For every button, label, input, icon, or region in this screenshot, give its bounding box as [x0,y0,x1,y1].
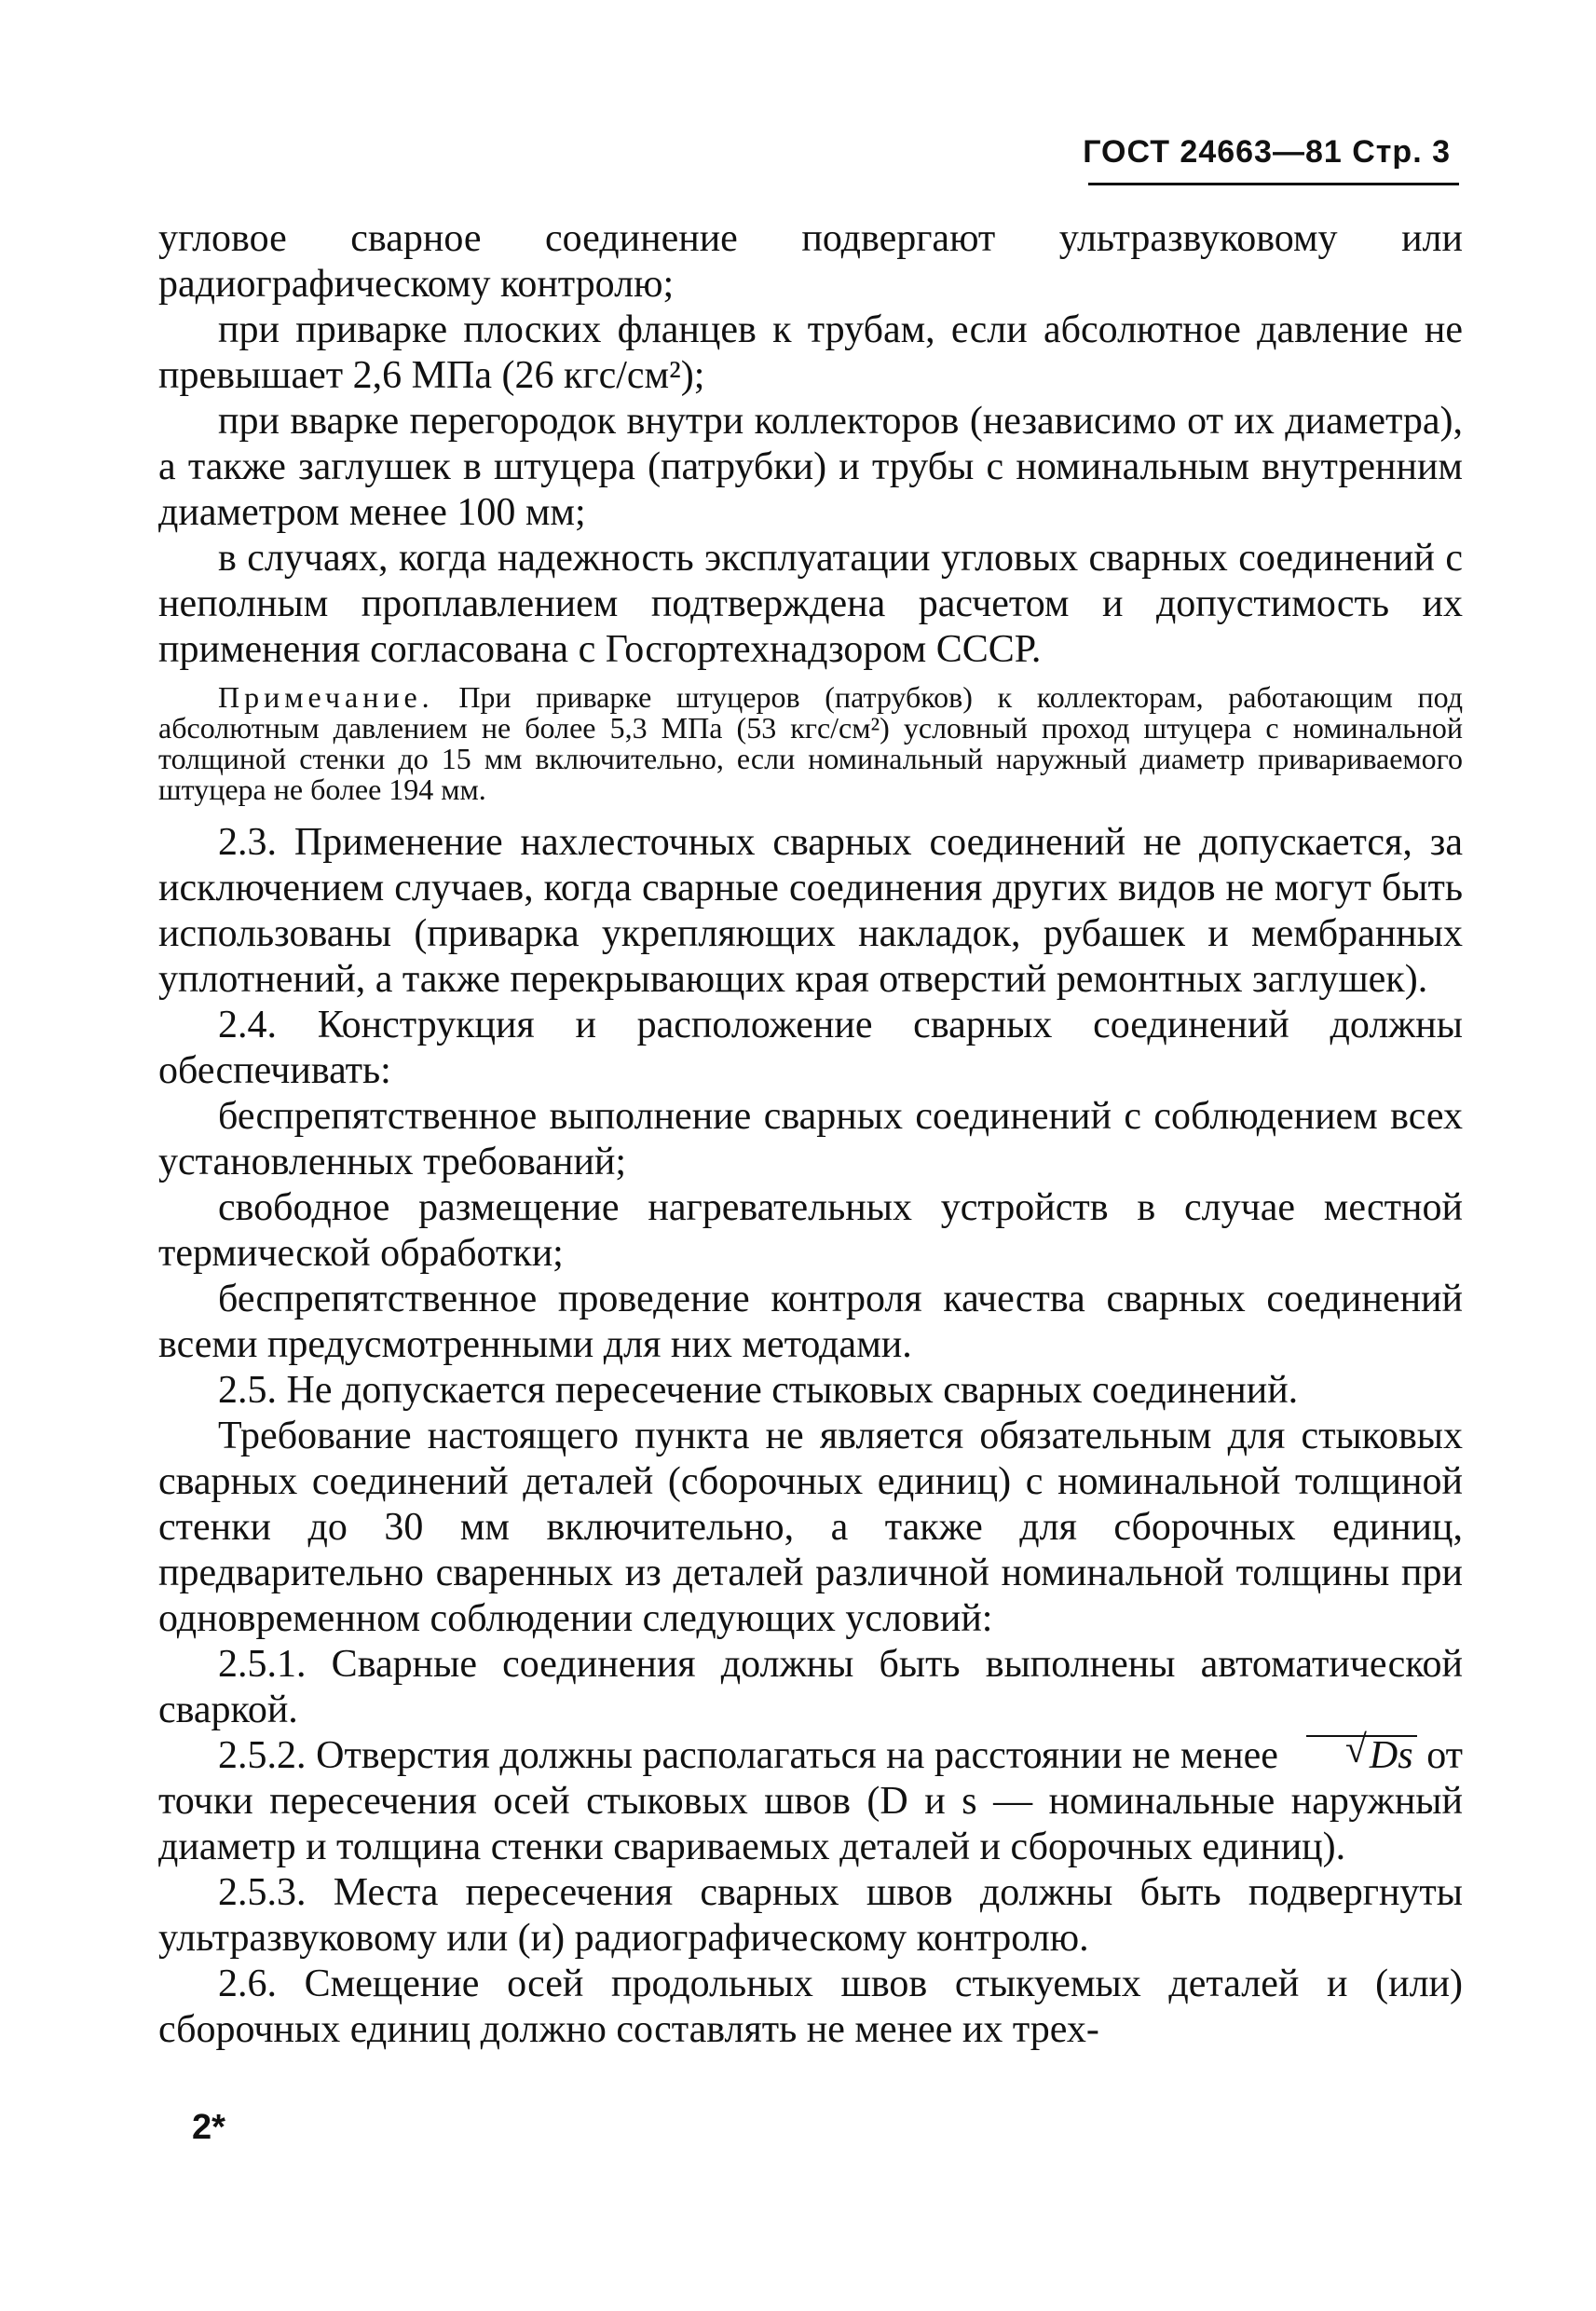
paragraph: при вварке перегородок внутри коллекторов (независимо от их диаметра), а также заглушек в штуцера (патрубки) и трубы с номинальным внутренним диаметром менее 100 мм; [158,400,1463,534]
paragraph: в случаях, когда надежность эксплуатации угловых сварных соединений с неполным проплавлением подтверждена расчетом и допустимость их применения согласована с Госгортехнадзором СССР. [158,537,1463,671]
paragraph: беспрепятственное проведение контроля качества сварных соединений всеми предусмотренными для них методами. [158,1278,1463,1366]
footer-mark: 2* [192,2108,225,2147]
note [158,682,1463,805]
header-rule [1088,183,1459,185]
paragraph: угловое сварное соединение подвергают ультразвуковому или радиографическому контролю; [158,217,1463,306]
paragraph: Требование настоящего пункта не является обязательным для стыковых сварных соединений деталей (сборочных единиц) с номинальной толщиной стенки до 30 мм включительно, а также для сборочных единиц, предварительно сваренных из деталей различной номинальной толщины при одновременном соблюдении следующих условий: [158,1415,1463,1640]
paragraph: беспрепятственное выполнение сварных соединений с соблюдением всех установленных требований; [158,1095,1463,1183]
sqrt-formula: √ Ds [1306,1735,1417,1774]
paragraph: 2.5.3. Места пересечения сварных швов должны быть подвергнуты ультразвуковому или (и) радиографическому контролю. [158,1871,1463,1960]
paragraph: 2.5.1. Сварные соединения должны быть выполнены автоматической сваркой. [158,1643,1463,1731]
paragraph-2-5-2 [158,1733,1463,1870]
note-label: Примечание. [218,680,434,714]
paragraph: при приварке плоских фланцев к трубам, если абсолютное давление не превышает 2,6 МПа (26 кгс/см²); [158,308,1463,397]
paragraph: 2.3. Применение нахлесточных сварных соединений не допускается, за исключением случаев, когда сварные соединения других видов не могут быть использованы (приварка укрепляющих накладок, рубашек и мембранных уплотнений, а также перекрывающих края отверстий ремонтных заглушек). [158,821,1463,1001]
paragraph: 2.6. Смещение осей продольных швов стыкуемых деталей и (или) сборочных единиц должно составлять не менее их трех- [158,1962,1463,2051]
text-before: 2.5.2. Отверстия должны располагаться на расстоянии не менее [218,1734,1278,1777]
text-after: от точки пересечения осей стыковых швов (D и s — номинальные наружный диаметр и толщина стенки свариваемых деталей и сборочных единиц). [158,1734,1463,1868]
note-text: При приварке штуцеров (патрубков) к коллекторам, работающим под абсолютным давлением не более 5,3 МПа (53 кгс/см²) условный проход штуцера с номинальной толщиной стенки до 15 мм включительно, если номинальный наружный диаметр привариваемого штуцера не более 194 мм. [158,680,1464,806]
document-body [158,216,1463,2053]
paragraph: 2.5. Не допускается пересечение стыковых сварных соединений. [218,1369,1299,1412]
paragraph: свободное размещение нагревательных устройств в случае местной термической обработки; [158,1186,1463,1275]
page-header: ГОСТ 24663—81 Стр. 3 [1083,134,1451,170]
paragraph: 2.4. Конструкция и расположение сварных соединений должны обеспечивать: [158,1004,1463,1092]
